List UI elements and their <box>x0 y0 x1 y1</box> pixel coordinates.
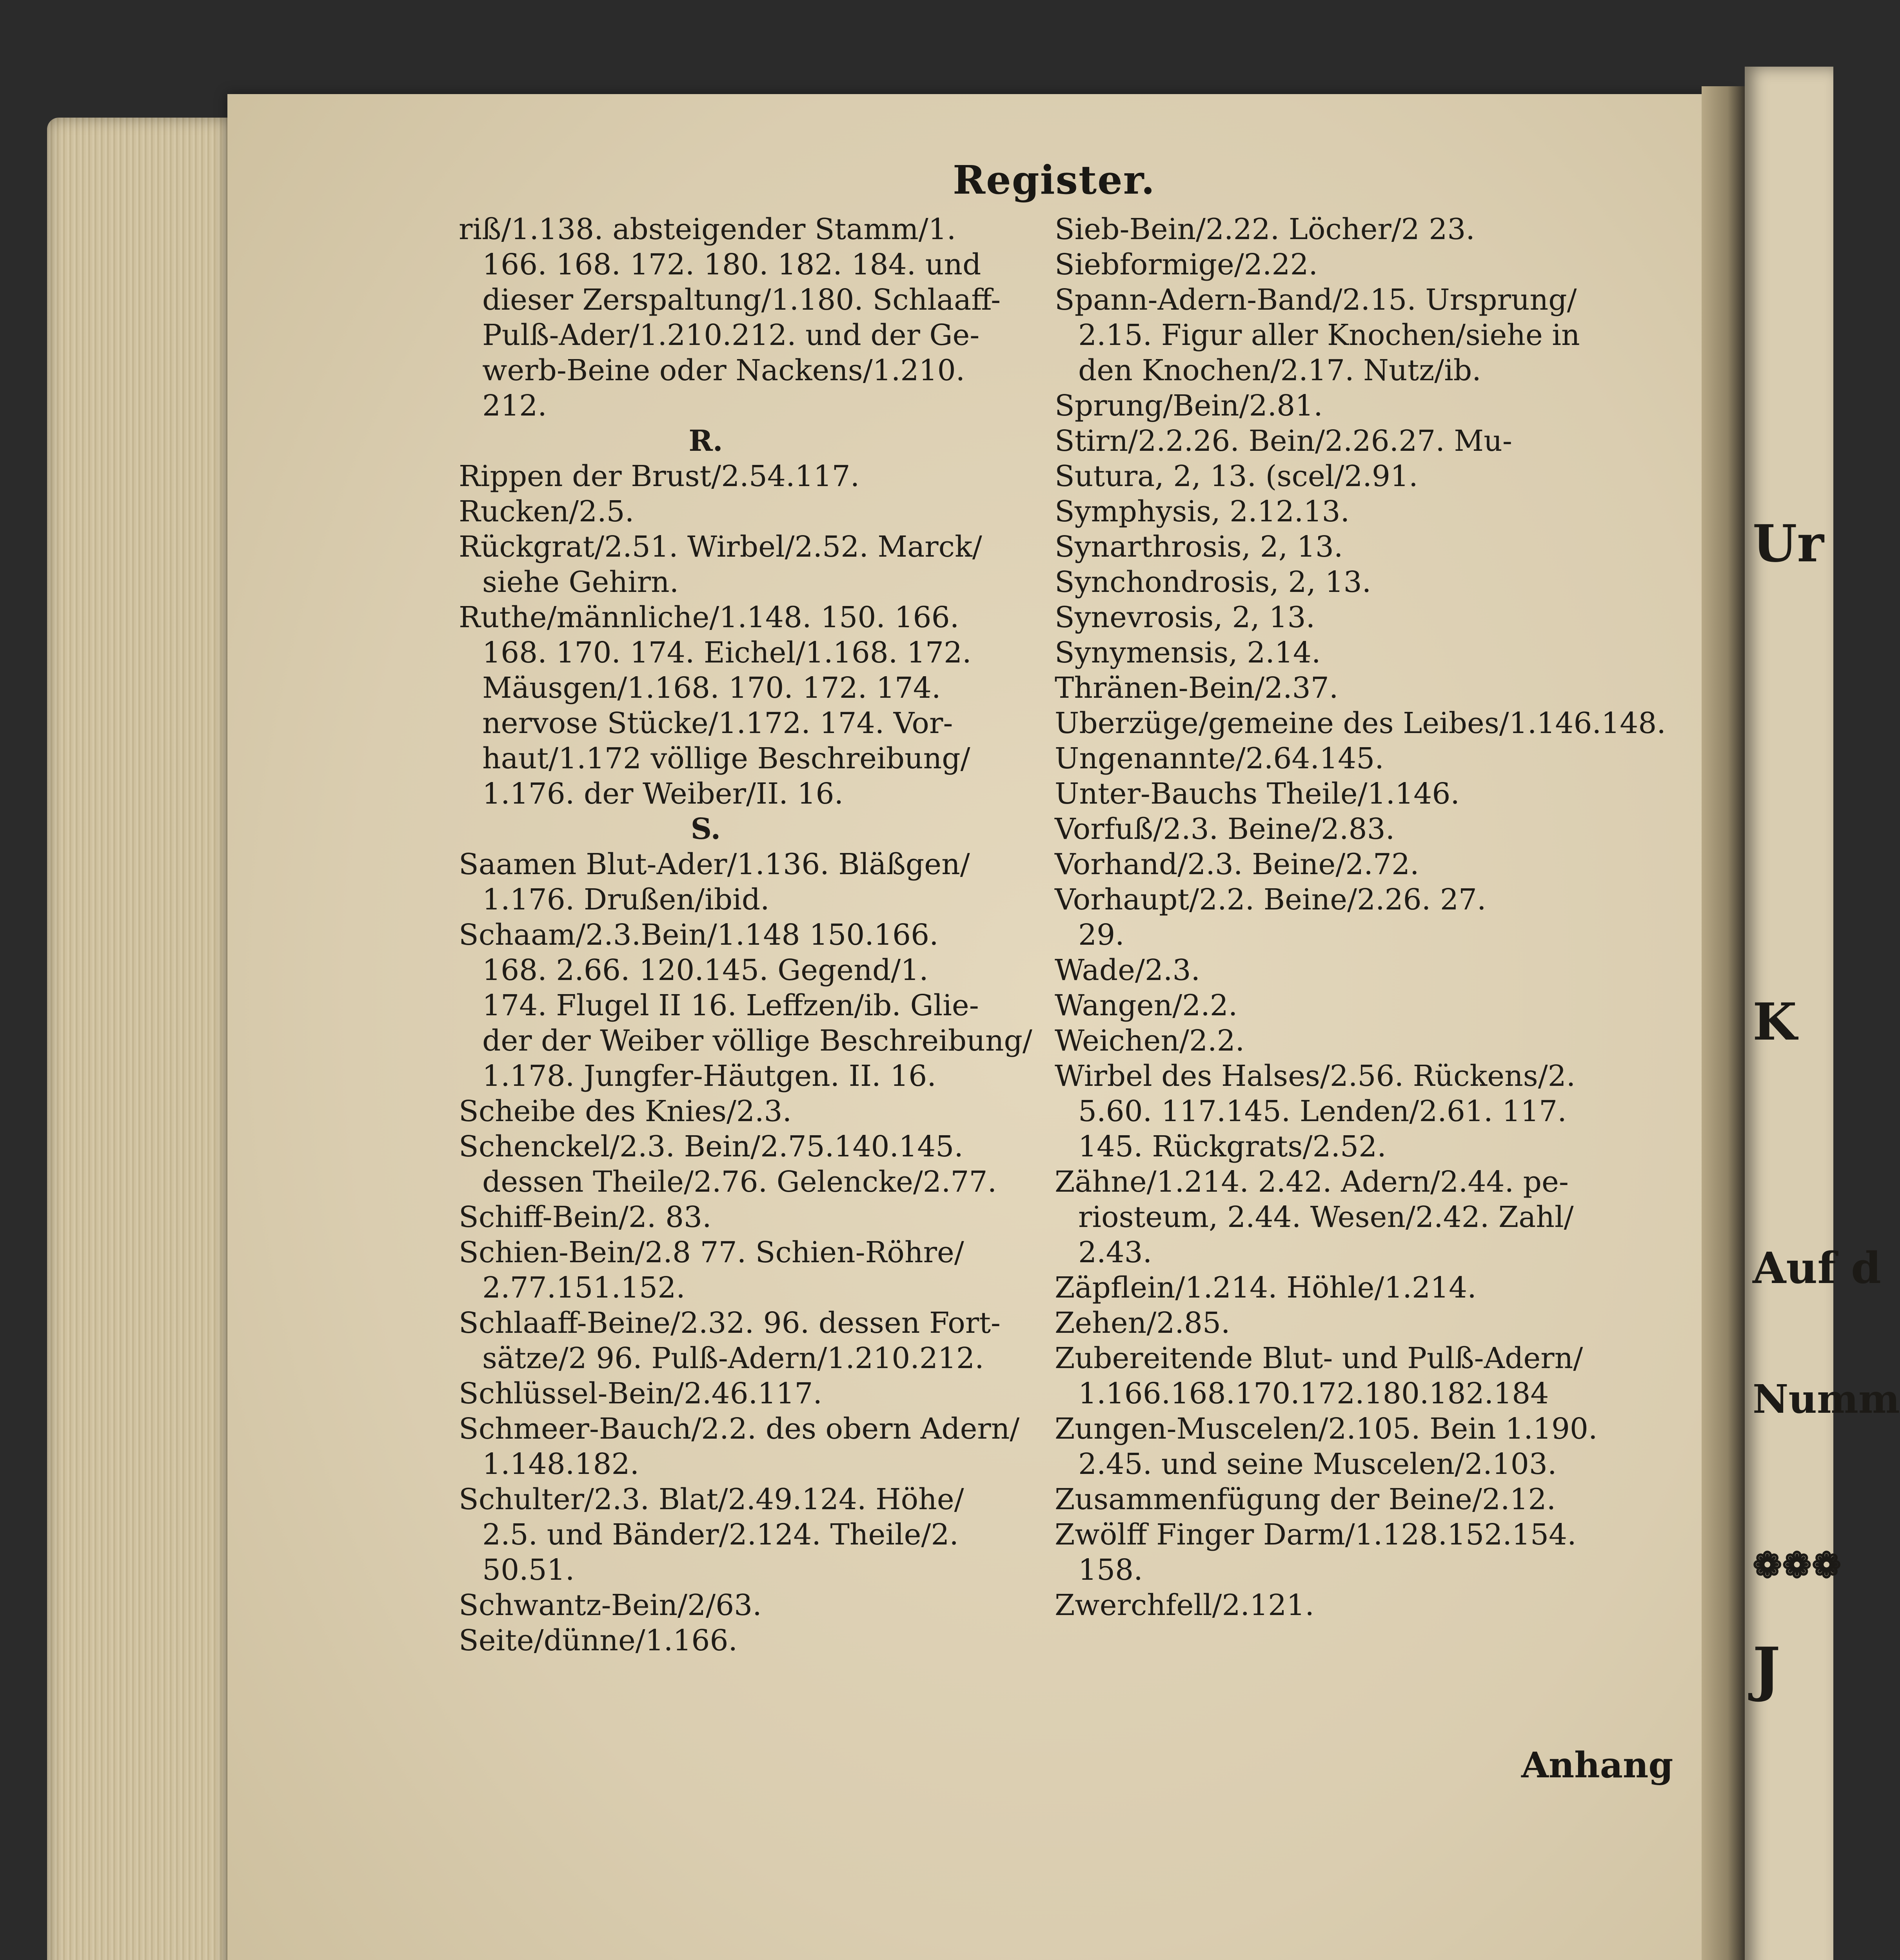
index-entry-line: 166. 168. 172. 180. 182. 184. und <box>482 248 981 281</box>
index-entry-line: Schwantz-Bein/2/63. <box>459 1588 762 1622</box>
index-entry-line: 2.5. und Bänder/2.124. Theile/2. <box>482 1518 959 1552</box>
index-entry-line: Zähne/1.214. 2.42. Adern/2.44. pe- <box>1055 1165 1569 1199</box>
index-entry-line: 2.43. <box>1078 1236 1152 1269</box>
index-entry-line: Saamen Blut-Ader/1.136. Bläßgen/ <box>459 848 970 881</box>
index-entry-line: 2.45. und seine Muscelen/2.103. <box>1078 1447 1557 1481</box>
index-entry-line: Unter-Bauchs Theile/1.146. <box>1055 777 1460 811</box>
index-entry-line: Schenckel/2.3. Bein/2.75.140.145. <box>459 1130 963 1163</box>
index-entry-line: Wirbel des Halses/2.56. Rückens/2. <box>1055 1059 1576 1093</box>
index-entry-line: Wangen/2.2. <box>1055 989 1238 1022</box>
index-entry-line: riosteum, 2.44. Wesen/2.42. Zahl/ <box>1078 1200 1574 1234</box>
index-entry-line: dessen Theile/2.76. Gelencke/2.77. <box>482 1165 997 1199</box>
index-entry-line: Schulter/2.3. Blat/2.49.124. Höhe/ <box>459 1483 964 1516</box>
section-letter: R. <box>688 424 723 458</box>
index-entry-line: sätze/2 96. Pulß-Adern/1.210.212. <box>482 1341 984 1375</box>
index-entry-line: 1.176. der Weiber/II. 16. <box>482 777 844 811</box>
index-column-right <box>1055 212 1674 1623</box>
index-entry-line: werb-Beine oder Nackens/1.210. <box>482 354 965 387</box>
index-column-left <box>459 212 1070 1658</box>
index-entry-line: Vorhand/2.3. Beine/2.72. <box>1055 848 1419 881</box>
facing-page-fragment <box>1745 67 1900 1960</box>
index-entry-line: 1.176. Drußen/ibid. <box>482 883 770 916</box>
index-entry-line: 1.178. Jungfer-Häutgen. II. 16. <box>482 1059 936 1093</box>
index-entry-line: Rucken/2.5. <box>459 495 634 528</box>
index-entry-line: 29. <box>1078 918 1124 952</box>
index-entry-line: nervose Stücke/1.172. 174. Vor- <box>482 706 953 740</box>
section-letter: S. <box>690 812 721 846</box>
index-entry-line: 145. Rückgrats/2.52. <box>1078 1130 1386 1163</box>
index-entry-line: Spann-Adern-Band/2.15. Ursprung/ <box>1055 283 1577 317</box>
index-entry-line: Zubereitende Blut- und Pulß-Adern/ <box>1055 1341 1583 1375</box>
index-entry-line: Schiff-Bein/2. 83. <box>459 1200 712 1234</box>
index-entry-line: Siebformige/2.22. <box>1055 248 1318 281</box>
index-entry-line: Symphysis, 2.12.13. <box>1055 495 1350 528</box>
index-entry-line: Zusammenfügung der Beine/2.12. <box>1055 1483 1556 1516</box>
index-entry-line: dieser Zerspaltung/1.180. Schlaaff- <box>482 283 1001 317</box>
index-entry-line: Zehen/2.85. <box>1055 1306 1230 1340</box>
index-entry-line: Uberzüge/gemeine des Leibes/1.146.148. <box>1055 706 1666 740</box>
index-entry-line: Schlüssel-Bein/2.46.117. <box>459 1377 823 1410</box>
facing-page-text: K <box>1753 992 1797 1052</box>
index-entry-line: Synarthrosis, 2, 13. <box>1055 530 1343 564</box>
index-entry-line: Zäpflein/1.214. Höhle/1.214. <box>1055 1271 1477 1305</box>
index-entry-line: Schlaaff-Beine/2.32. 96. dessen Fort- <box>459 1306 1001 1340</box>
index-entry-line: Thränen-Bein/2.37. <box>1055 671 1339 705</box>
index-entry-line: Sprung/Bein/2.81. <box>1055 389 1323 423</box>
index-entry-line: Mäusgen/1.168. 170. 172. 174. <box>482 671 941 705</box>
index-entry-line: siehe Gehirn. <box>482 565 679 599</box>
index-entry-line: Zungen-Muscelen/2.105. Bein 1.190. <box>1055 1412 1598 1446</box>
index-entry-line: 168. 2.66. 120.145. Gegend/1. <box>482 953 928 987</box>
facing-page-text: Ur <box>1753 514 1824 573</box>
index-entry-line: 5.60. 117.145. Lenden/2.61. 117. <box>1078 1094 1567 1128</box>
index-entry-line: Ungenannte/2.64.145. <box>1055 742 1384 775</box>
index-entry-line: Seite/dünne/1.166. <box>459 1624 738 1657</box>
facing-page-text: J <box>1753 1635 1780 1704</box>
index-entry-line: Scheibe des Knies/2.3. <box>459 1094 792 1128</box>
index-entry-line: Zwölff Finger Darm/1.128.152.154. <box>1055 1518 1577 1552</box>
index-entry-line: 2.77.151.152. <box>482 1271 685 1305</box>
index-entry-line: 174. Flugel II 16. Leffzen/ib. Glie- <box>482 989 979 1022</box>
index-entry-line: Ruthe/männliche/1.148. 150. 166. <box>459 601 959 634</box>
index-entry-line: Pulß-Ader/1.210.212. und der Ge- <box>482 318 980 352</box>
index-entry-line: Vorfuß/2.3. Beine/2.83. <box>1055 812 1395 846</box>
facing-page-text: Numm <box>1753 1376 1900 1422</box>
index-entry-line: Vorhaupt/2.2. Beine/2.26. 27. <box>1055 883 1486 916</box>
index-entry-line: 158. <box>1078 1553 1143 1587</box>
index-entry-line: Wade/2.3. <box>1055 953 1201 987</box>
index-entry-line: Weichen/2.2. <box>1055 1024 1245 1058</box>
index-entry-line: den Knochen/2.17. Nutz/ib. <box>1078 354 1481 387</box>
index-entry-line: haut/1.172 völlige Beschreibung/ <box>482 742 970 775</box>
index-entry-line: Sieb-Bein/2.22. Löcher/2 23. <box>1055 212 1475 246</box>
book-gutter <box>1702 86 1745 1960</box>
index-entry-line: 212. <box>482 389 547 423</box>
index-entry-line: Schmeer-Bauch/2.2. des obern Adern/ <box>459 1412 1020 1446</box>
index-entry-line: Schien-Bein/2.8 77. Schien-Röhre/ <box>459 1236 964 1269</box>
book-page-edges <box>47 118 231 1960</box>
index-entry-line: Sutura, 2, 13. (scel/2.91. <box>1055 459 1418 493</box>
index-entry-line: 168. 170. 174. Eichel/1.168. 172. <box>482 636 972 670</box>
index-entry-line: Zwerchfell/2.121. <box>1055 1588 1314 1622</box>
index-entry-line: Rippen der Brust/2.54.117. <box>459 459 860 493</box>
index-entry-line: Schaam/2.3.Bein/1.148 150.166. <box>459 918 939 952</box>
index-entry-line: Stirn/2.2.26. Bein/2.26.27. Mu- <box>1055 424 1512 458</box>
index-entry-line: 1.148.182. <box>482 1447 639 1481</box>
page-header: Register. <box>953 157 1156 203</box>
index-entry-line: 50.51. <box>482 1553 575 1587</box>
index-entry-line: Synevrosis, 2, 13. <box>1055 601 1315 634</box>
index-entry-line: 2.15. Figur aller Knochen/siehe in <box>1078 318 1580 352</box>
index-entry-line: Synymensis, 2.14. <box>1055 636 1321 670</box>
index-entry-line: riß/1.138. absteigender Stamm/1. <box>459 212 956 246</box>
facing-page-ornament: ❁❁❁ <box>1753 1544 1842 1586</box>
catchword: Anhang <box>1521 1744 1673 1786</box>
index-entry-line: Synchondrosis, 2, 13. <box>1055 565 1371 599</box>
index-entry-line: der der Weiber völlige Beschreibung/ <box>482 1024 1032 1058</box>
index-entry-line: 1.166.168.170.172.180.182.184 <box>1078 1377 1549 1410</box>
index-entry-line: Rückgrat/2.51. Wirbel/2.52. Marck/ <box>459 530 982 564</box>
facing-page-text: Auf d <box>1753 1243 1881 1293</box>
